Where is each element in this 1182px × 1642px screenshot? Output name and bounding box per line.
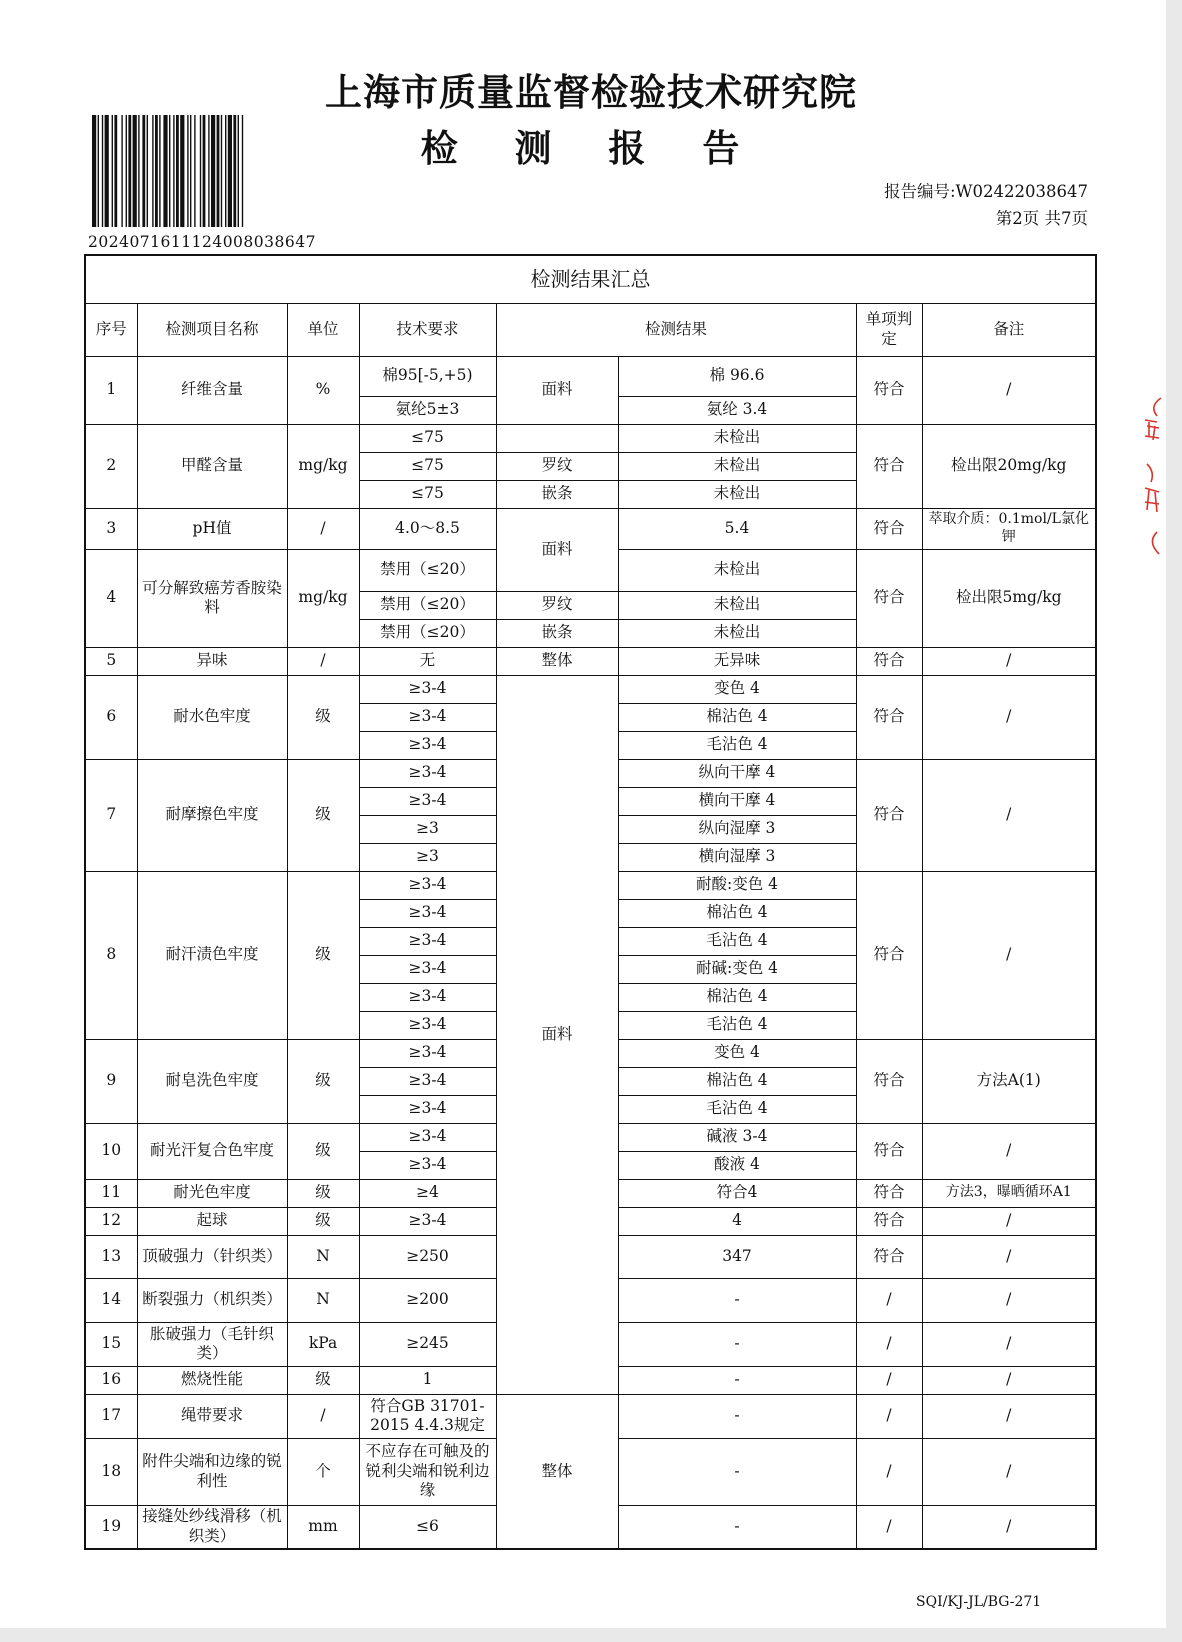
table-row: 14 断裂强力（机织类） N ≥200 - / / bbox=[85, 1278, 1096, 1322]
table-row: 7 耐摩擦色牢度 级 ≥3-4 纵向干摩 4 符合 / bbox=[85, 759, 1096, 787]
table-row: 5 异味 / 无 整体 无异味 符合 / bbox=[85, 647, 1096, 675]
table-row: 9 耐皂洗色牢度 级 ≥3-4 变色 4 符合 方法A(1) bbox=[85, 1039, 1096, 1067]
viewer-margin-right bbox=[1166, 0, 1182, 1642]
page-indicator: 第2页 共7页 bbox=[995, 209, 1088, 228]
report-number: 报告编号:W02422038647 bbox=[884, 182, 1088, 201]
table-row: 19 接缝处纱线滑移（机织类） mm ≤6 - / / bbox=[85, 1505, 1096, 1549]
form-code: SQI/KJ-JL/BG-271 bbox=[916, 1594, 1042, 1610]
red-seal-stamp bbox=[1137, 392, 1165, 568]
table-row: 4 可分解致癌芳香胺染料 mg/kg 禁用（≤20） 未检出 符合 检出限5mg/kg bbox=[85, 549, 1096, 591]
table-row: 8 耐汗渍色牢度 级 ≥3-4 耐酸:变色 4 符合 / bbox=[85, 871, 1096, 899]
table-row: 10 耐光汗复合色牢度 级 ≥3-4 碱液 3-4 符合 / bbox=[85, 1123, 1096, 1151]
viewer-margin-bottom bbox=[0, 1628, 1182, 1642]
table-row: 15 胀破强力（毛针织类） kPa ≥245 - / / bbox=[85, 1322, 1096, 1366]
results-table: 检测结果汇总 序号 检测项目名称 单位 技术要求 检测结果 单项判定 备注 1 纤维含量 % 棉95[-5,+5) 面料 棉 96.6 符合 / 氨纶5±3 氨纶 3.4 2 甲醛含量 mg/kg ≤75 未检出 符合 检出限20mg/kg ≤75 罗纹 未检出 ≤75 嵌条 未检出 3 pH值 / 4.0～8.5 面料 5.4 符合 萃取介质：0.1mol/L氯化钾 4 可分解致癌芳香胺染料 mg/kg 禁用（≤20） 未检出 符合 检出限5mg/kg 禁用（≤20） 罗纹 未检出 禁用（≤20） 嵌条 未检出 5 异味 / 无 整体 无异味 符合 / 6 耐水色牢度 级 ≥3-4 面料 变色 4 符合 / ≥3-4 棉沾色 4 ≥3-4 毛沾色 4 7 耐摩擦色牢度 级 ≥3-4 纵向干摩 4 符合 / ≥3-4 横向干摩 4 ≥3 纵向湿摩 3 ≥3 横向湿摩 3 8 耐汗渍色牢度 级 ≥3-4 耐酸:变色 4 符合 / ≥3-4 棉沾色 4 ≥3-4 毛沾色 4 ≥3-4 耐碱:变色 4 ≥3-4 棉沾色 4 ≥3-4 毛沾色 4 9 耐皂洗色牢度 级 ≥3-4 变色 4 符合 方法A(1) ≥3-4 棉沾色 4 ≥3-4 毛沾色 4 10 耐光汗复合色牢度 级 ≥3-4 碱液 3-4 符合 / ≥3-4 酸液 4 11 耐光色牢度 级 ≥4 符合4 符合 方法3，曝晒循环A1 12 起球 级 ≥3-4 4 符合 / 13 顶破强力（针织类） N ≥250 347 符合 / 14 断裂强力（机织类） N ≥200 - / / 15 胀破强力（毛针织类） kPa ≥245 - / / 16 燃烧性能 级 1 - / / 17 绳带要求 / 符合GB 31701-2015 4.4.3规定 整体 - / / 18 附件尖端和边缘的锐利性 个 不应存在可触及的锐利尖端和锐利边缘 - / / 19 接缝处纱线滑移（机织类） mm ≤6 - / / bbox=[84, 254, 1097, 1550]
table-row: 18 附件尖端和边缘的锐利性 个 不应存在可触及的锐利尖端和锐利边缘 - / / bbox=[85, 1438, 1096, 1505]
col-header-item: 检测项目名称 bbox=[137, 303, 287, 356]
barcode-image bbox=[92, 115, 304, 227]
whole-part-label: 整体 bbox=[496, 1394, 618, 1549]
table-row: 2 甲醛含量 mg/kg ≤75 未检出 符合 检出限20mg/kg bbox=[85, 424, 1096, 452]
table-row: 12 起球 级 ≥3-4 4 符合 / bbox=[85, 1207, 1096, 1235]
col-header-unit: 单位 bbox=[287, 303, 359, 356]
col-header-result: 检测结果 bbox=[496, 303, 856, 356]
col-header-judgement: 单项判定 bbox=[856, 303, 922, 356]
fabric-part-label: 面料 bbox=[496, 675, 618, 1394]
table-header-row bbox=[85, 303, 1096, 356]
table-row: 1 纤维含量 % 棉95[-5,+5) 面料 棉 96.6 符合 / bbox=[85, 356, 1096, 396]
institute-name: 上海市质量监督检验技术研究院 bbox=[325, 71, 857, 114]
table-caption: 检测结果汇总 bbox=[85, 255, 1096, 303]
table-row: 6 耐水色牢度 级 ≥3-4 面料 变色 4 符合 / bbox=[85, 675, 1096, 703]
table-row: 11 耐光色牢度 级 ≥4 符合4 符合 方法3，曝晒循环A1 bbox=[85, 1179, 1096, 1207]
col-header-requirement: 技术要求 bbox=[359, 303, 496, 356]
table-row: 16 燃烧性能 级 1 - / / bbox=[85, 1366, 1096, 1394]
col-header-remark: 备注 bbox=[922, 303, 1096, 356]
barcode-number: 20240716111240080386​47 bbox=[88, 233, 316, 251]
table-row: 13 顶破强力（针织类） N ≥250 347 符合 / bbox=[85, 1235, 1096, 1278]
table-row: 17 绳带要求 / 符合GB 31701-2015 4.4.3规定 整体 - / / bbox=[85, 1394, 1096, 1438]
report-title: 检 测 报 告 bbox=[420, 127, 762, 170]
col-header-no: 序号 bbox=[85, 303, 137, 356]
table-row: 3 pH值 / 4.0～8.5 面料 5.4 符合 萃取介质：0.1mol/L氯化钾 bbox=[85, 508, 1096, 549]
